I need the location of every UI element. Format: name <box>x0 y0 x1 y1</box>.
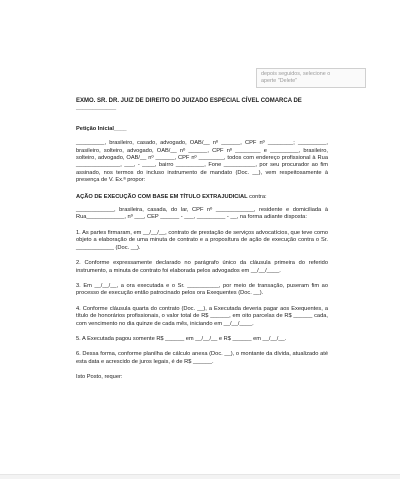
tooltip-line-1: depois seguidos, selecione o <box>261 71 331 77</box>
paragraph-6: 6. Dessa forma, conforme planilha de cálculo anexa (Doc. __), o montante da dívida, atualizado até esta data e acrescido de juros legais, é de R$ ______. <box>76 351 328 365</box>
qualification-paragraph: _________, brasileiro, casado, advogado, OAB/__ nº ______, CPF nº ________; _________, brasileiro, solteiro, advogado, OAB/__ nº ______, CPF nº ________ e _________, brasileiro, solteiro, advogado, OAB/__ nº ______, CPF nº ________, todos com endereço profissional à Rua ______________, ___, - ____, bairro _________, Fone __________, por seu procurador ao fim assinado, nos termos do incluso instrumento de mandato (Doc. __), vem respeitosamente à presença de V. Ex.ª propor: <box>76 140 328 184</box>
page-bottom-divider <box>0 474 400 479</box>
paragraph-1: 1. As partes firmaram, em __/__/__, contrato de prestação de serviços advocatícios, que teve como objeto a elaboração de uma minuta de contrato e a proposítura de ação de execução contra o Sr. ____________ (Doc. __). <box>76 229 328 251</box>
tooltip-line-2: aperte "Delete" <box>261 78 298 84</box>
action-title-line <box>76 194 328 201</box>
defendant-paragraph: ____________, brasileira, casada, do lar, CPF nº ____________, residente e domiciliada à Rua____________, nº ___, CEP ______ - ___, _________ - __, na forma adiante disposta: <box>76 207 328 221</box>
action-title: AÇÃO DE EXECUÇÃO COM BASE EM TÍTULO EXTRAJUDICIAL <box>76 193 248 200</box>
edit-hint-tooltip <box>256 68 366 88</box>
paragraph-2: 2. Conforme expressamente declarado no parágrafo único da cláusula primeira do referido instrumento, a minuta de contrato foi elaborada pelos advogados em __/__/____. <box>76 260 328 274</box>
action-suffix: contra: <box>247 193 267 200</box>
court-header: EXMO. SR. DR. JUIZ DE DIREITO DO JUIZADO ESPECIAL CÍVEL COMARCA DE ____________ <box>76 98 302 112</box>
paragraph-4: 4. Conforme cláusula quarta do contrato (Doc. __), a Executada deveria pagar aos Exequentes, a título de honorários profissionais, o valor total de R$ ______, em oito parcelas de R$ ______ cada, com vencimento no dia quinze de cada mês, iniciando em __/__/____. <box>76 305 328 327</box>
closing-line: Isto Posto, requer: <box>76 374 123 381</box>
document-body <box>76 98 328 382</box>
peticao-label: Petição Inicial____ <box>76 125 127 132</box>
paragraph-3: 3. Em __/__/__, a ora executada e o Sr. __________, por meio de transação, puseram fim ao processo de execução então patrocinado pelos ora Exequentes (Doc. __). <box>76 282 328 297</box>
paragraph-5: 5. A Executada pagou somente R$ ______ em __/__/__ e R$ ______ em __/__/__. <box>76 335 287 342</box>
